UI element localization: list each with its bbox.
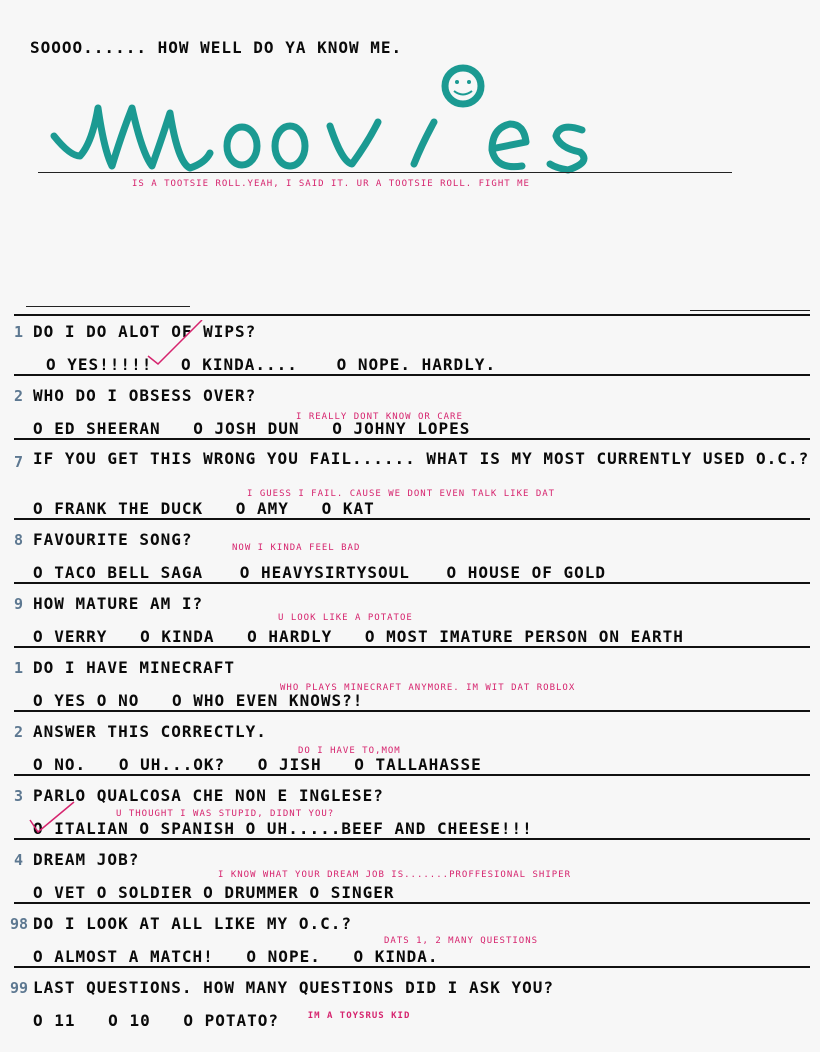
answer-option[interactable]: O ED SHEERAN	[33, 419, 161, 438]
question-text: HOW MATURE AM I?	[33, 594, 204, 613]
question-text: DREAM JOB?	[33, 850, 140, 869]
pink-note: DATS 1, 2 MANY QUESTIONS	[384, 936, 539, 946]
answer-option[interactable]: O AMY	[235, 499, 289, 518]
answer-options	[46, 355, 496, 374]
answer-option[interactable]: O ITALIAN O SPANISH O UH.....BEEF AND CHEESE!!!	[33, 819, 533, 838]
answer-option[interactable]: O NOPE. HARDLY.	[336, 355, 497, 374]
question-number: 2	[14, 387, 24, 405]
answer-option[interactable]: O HARDLY	[247, 627, 333, 646]
answer-options	[33, 563, 606, 582]
answer-options	[33, 1011, 410, 1030]
divider	[14, 438, 810, 440]
answer-options	[33, 499, 375, 518]
checkmark-icon	[144, 320, 206, 370]
page-header-title: SOOOO...... HOW WELL DO YA KNOW ME.	[30, 38, 403, 57]
divider	[14, 774, 810, 776]
pink-note: I GUESS I FAIL. CAUSE WE DONT EVEN TALK LIKE DAT	[247, 489, 556, 499]
question-number: 3	[14, 787, 24, 805]
divider	[26, 306, 190, 307]
answer-option[interactable]: O YES O NO	[33, 691, 140, 710]
answer-option[interactable]: O FRANK THE DUCK	[33, 499, 204, 518]
divider	[14, 582, 810, 584]
question-number: 9	[14, 595, 24, 613]
pink-note: I KNOW WHAT YOUR DREAM JOB IS.......PROFFESIONAL SHIPER	[218, 870, 572, 880]
answer-options	[33, 419, 470, 438]
divider	[14, 518, 810, 520]
answer-option[interactable]: O KINDA....	[180, 355, 298, 374]
answer-option[interactable]: O YES!!!!!	[46, 355, 153, 374]
question-text: ANSWER THIS CORRECTLY.	[33, 722, 267, 741]
question-text: PARLO QUALCOSA CHE NON E INGLESE?	[33, 786, 384, 805]
logo-underline	[38, 172, 732, 173]
answer-options	[33, 947, 439, 966]
answer-option[interactable]: O MOST IMATURE PERSON ON EARTH	[364, 627, 684, 646]
question-number: 7	[14, 453, 24, 471]
answer-option[interactable]: O JOHNY LOPES	[332, 419, 471, 438]
answer-option[interactable]: O KINDA.	[353, 947, 439, 966]
divider	[690, 310, 810, 311]
question-number: 99	[10, 979, 29, 997]
pink-note: IM A TOYSRUS KID	[307, 1011, 411, 1021]
pink-note: U LOOK LIKE A POTATOE	[278, 613, 413, 623]
answer-option[interactable]: O TACO BELL SAGA	[33, 563, 204, 582]
answer-options	[33, 691, 363, 710]
answer-options	[33, 819, 533, 838]
answer-option[interactable]: O KINDA	[140, 627, 215, 646]
answer-option[interactable]: O HOUSE OF GOLD	[446, 563, 607, 582]
divider	[14, 374, 810, 376]
answer-options	[33, 627, 684, 646]
question-text: DO I HAVE MINECRAFT	[33, 658, 236, 677]
question-text: IF YOU GET THIS WRONG YOU FAIL...... WHAT IS MY MOST CURRENTLY USED O.C.?	[33, 449, 810, 468]
checkmark-icon	[28, 800, 78, 840]
answer-option[interactable]: O POTATO?	[183, 1011, 280, 1030]
answer-option[interactable]: O TALLAHASSE	[354, 755, 482, 774]
question-number: 8	[14, 531, 24, 549]
subtitle-note: IS A TOOTSIE ROLL.YEAH, I SAID IT. UR A TOOTSIE ROLL. FIGHT ME	[132, 179, 530, 189]
pink-note: DO I HAVE TO,MOM	[298, 746, 401, 756]
divider	[14, 710, 810, 712]
divider	[14, 838, 810, 840]
pink-note: NOW I KINDA FEEL BAD	[232, 543, 361, 553]
answer-option[interactable]: O HEAVYSIRTYSOUL	[239, 563, 410, 582]
question-number: 4	[14, 851, 24, 869]
answer-option[interactable]: O VERRY	[33, 627, 108, 646]
divider	[14, 966, 810, 968]
question-text: WHO DO I OBSESS OVER?	[33, 386, 257, 405]
answer-option[interactable]: O VET O SOLDIER O DRUMMER O SINGER	[33, 883, 395, 902]
answer-option[interactable]: O JISH	[257, 755, 322, 774]
answer-option[interactable]: O ALMOST A MATCH!	[33, 947, 214, 966]
answer-option[interactable]: O NOPE.	[246, 947, 321, 966]
answer-option[interactable]: O 10	[108, 1011, 151, 1030]
question-number: 2	[14, 723, 24, 741]
pink-note: I REALLY DONT KNOW OR CARE	[296, 412, 463, 422]
question-text: DO I DO ALOT OF WIPS?	[33, 322, 257, 341]
question-text: FAVOURITE SONG?	[33, 530, 193, 549]
question-number: 98	[10, 915, 29, 933]
moovies-logo	[40, 58, 610, 178]
answer-option[interactable]: O 11	[33, 1011, 76, 1030]
question-number: 1	[14, 659, 24, 677]
answer-option[interactable]: O NO.	[33, 755, 87, 774]
question-text: DO I LOOK AT ALL LIKE MY O.C.?	[33, 914, 352, 933]
answer-option[interactable]: O JOSH DUN	[193, 419, 300, 438]
answer-options	[33, 883, 395, 902]
divider	[14, 646, 810, 648]
answer-option[interactable]: O WHO EVEN KNOWS?!	[171, 691, 364, 710]
question-text: LAST QUESTIONS. HOW MANY QUESTIONS DID I ASK YOU?	[33, 978, 555, 997]
pink-note: WHO PLAYS MINECRAFT ANYMORE. IM WIT DAT ROBLOX	[280, 683, 576, 693]
divider	[14, 902, 810, 904]
divider	[14, 314, 810, 316]
answer-option[interactable]: O UH...OK?	[118, 755, 226, 774]
question-number: 1	[14, 323, 24, 341]
answer-options	[33, 755, 482, 774]
answer-option[interactable]: O KAT	[321, 499, 375, 518]
pink-note: U THOUGHT I WAS STUPID, DIDNT YOU?	[116, 809, 335, 819]
